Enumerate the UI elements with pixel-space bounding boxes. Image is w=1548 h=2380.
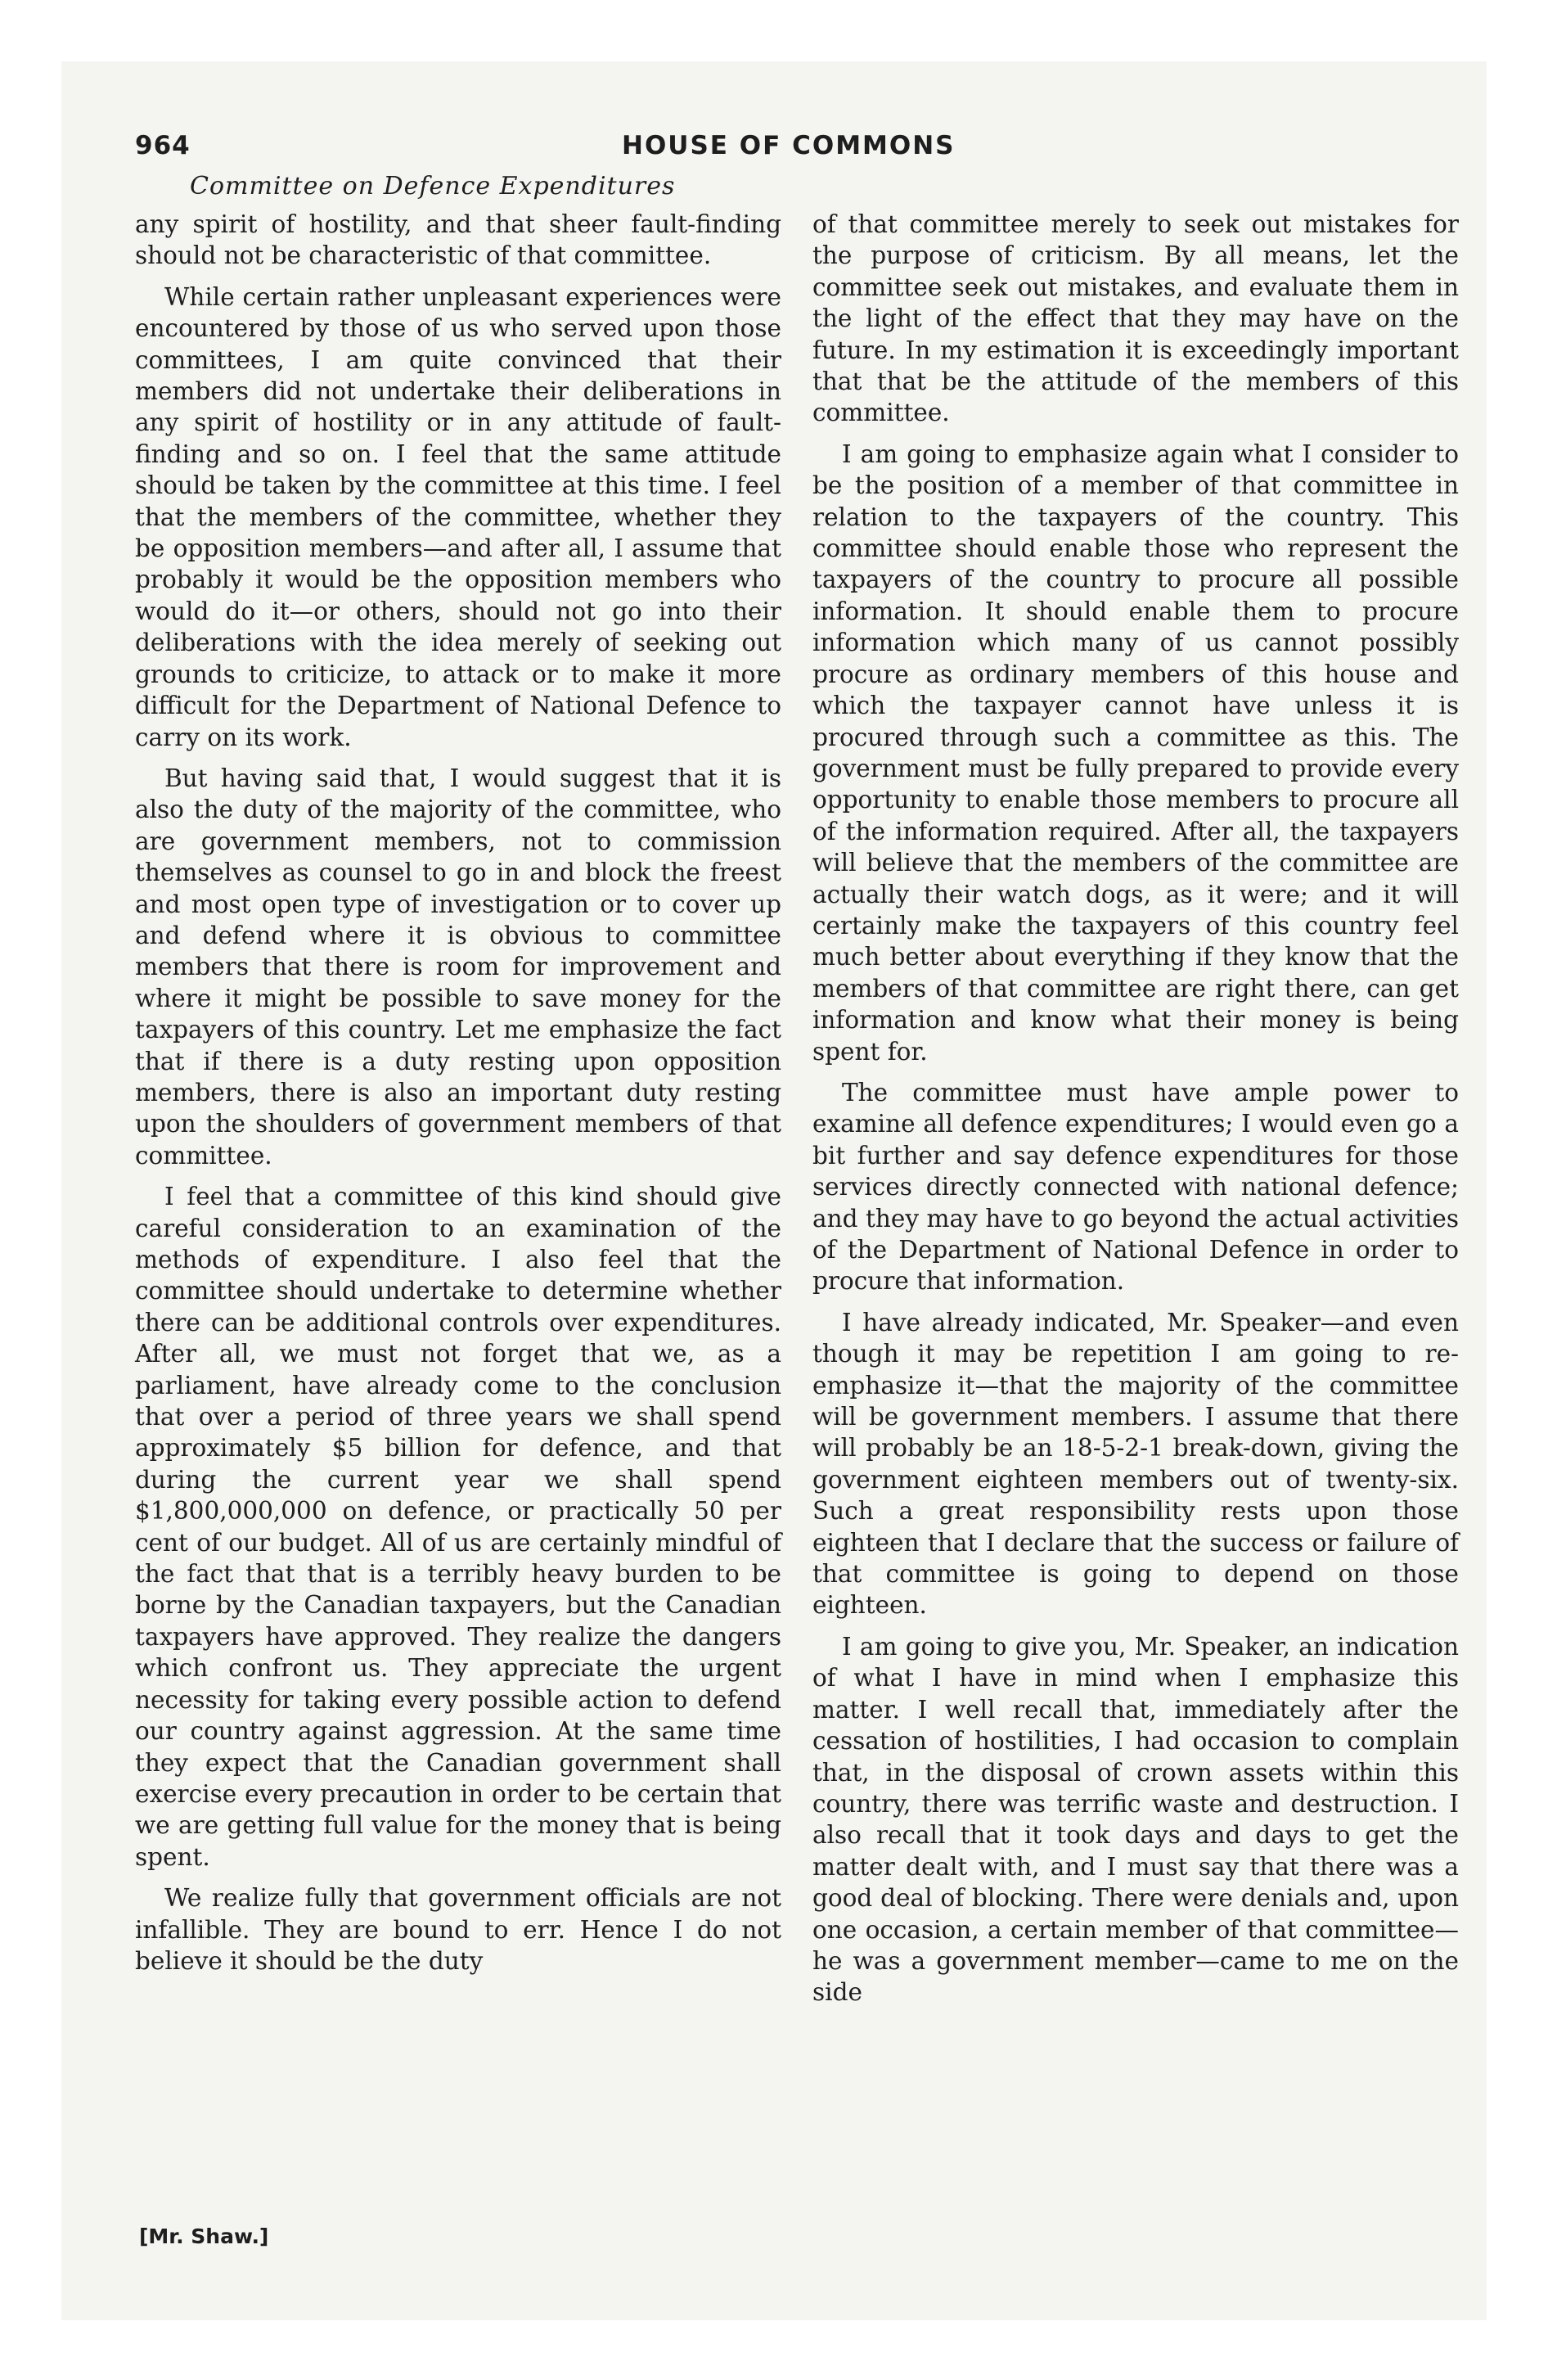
paragraph: But having said that, I would suggest that it is also the duty of the majority of the committee, who are government members, not to commission themselves as counsel to go in and block the freest and most open type of investigation or to cover up and defend where it is obvious to committee members that there is room for improvement and where it might be possible to save money for the taxpayers of this country. Let me emphasize the fact that if there is a duty resting upon opposition members, there is also an important duty resting upon the shoulders of government members of that committee. xyxy=(135,764,781,1170)
paragraph: The committee must have ample power to examine all defence expenditures; I would even go a bit further and say defence expenditures for those services directly connected with national defence; and they may have to go beyond the actual activities of the Department of National Defence in order to procure that information. xyxy=(812,1078,1459,1296)
left-column xyxy=(135,209,781,1986)
paragraph: any spirit of hostility, and that sheer fault-finding should not be characteristic of that committee. xyxy=(135,210,781,270)
page-header xyxy=(135,131,1444,172)
paragraph: I am going to emphasize again what I consider to be the position of a member of that committee in relation to the taxpayers of the country. This committee should enable those who represent the taxpayers of the country to procure all possible information. It should enable them to procure information which many of us cannot possibly procure as ordinary members of this house and which the taxpayer cannot have unless it is procured through such a committee as this. The government must be fully prepared to provide every opportunity to enable those members to procure all of the information required. After all, the taxpayers will believe that the members of the committee are actually their watch dogs, as it were; and it will certainly make the taxpayers of this country feel much better about everything if they know that the members of that committee are right there, can get information and know what their money is being spent for. xyxy=(812,439,1459,1066)
page-number: 964 xyxy=(135,131,191,160)
paragraph: of that committee merely to seek out mistakes for the purpose of criticism. By all means, let the committee seek out mistakes, and evaluate them in the light of the effect that they may have on the future. In my estimation it is exceedingly important that that be the attitude of the members of this committee. xyxy=(812,210,1459,427)
paragraph: I am going to give you, Mr. Speaker, an indication of what I have in mind when I emphasize this matter. I well recall that, immediately after the cessation of hostilities, I had occasion to complain that, in the disposal of crown assets within this country, there was terrific waste and destruction. I also recall that it took days and days to get the matter dealt with, and I must say that there was a good deal of blocking. There were denials and, upon one occasion, a certain member of that committee—he was a government member—came to me on the side xyxy=(812,1632,1459,2007)
paragraph: I feel that a committee of this kind should give careful consideration to an examination of the methods of expenditure. I also feel that the committee should undertake to determine whether there can be additional controls over expenditures. After all, we must not forget that we, as a parliament, have already come to the conclusion that over a period of three years we shall spend approximately $5 billion for defence, and that during the current year we shall spend $1,800,000,000 on defence, or practically 50 per cent of our budget. All of us are certainly mindful of the fact that that is a terribly heavy burden to be borne by the Canadian taxpayers, but the Canadian taxpayers have approved. They realize the dangers which confront us. They appreciate the urgent necessity for taking every possible action to defend our country against aggression. At the same time they expect that the Canadian government shall exercise every precaution in order to be certain that we are getting full value for the money that is being spent. xyxy=(135,1183,781,1871)
running-title: HOUSE OF COMMONS xyxy=(622,131,956,160)
paragraph: While certain rather unpleasant experiences were encountered by those of us who served upon those committees, I am quite convinced that their members did not undertake their deliberations in any spirit of hostility or in any attitude of fault-finding and so on. I feel that the same attitude should be taken by the committee at this time. I feel that the members of the committee, whether they be opposition members—and after all, I assume that probably it would be the opposition members who would do it—or others, should not go into their deliberations with the idea merely of seeking out grounds to criticize, to attack or to make it more difficult for the Department of National Defence to carry on its work. xyxy=(135,282,781,751)
right-column xyxy=(812,209,1459,2018)
section-title: Committee on Defence Expenditures xyxy=(190,172,676,201)
paragraph: We realize fully that government officials are not infallible. They are bound to err. Hence I do not believe it should be the duty xyxy=(135,1884,781,1975)
speaker-note: [Mr. Shaw.] xyxy=(139,2224,269,2248)
paragraph: I have already indicated, Mr. Speaker—and even though it may be repetition I am going to re-emphasize it—that the majority of the committee will be government members. I assume that there will probably be an 18-5-2-1 break-down, giving the government eighteen members out of twenty-six. Such a great responsibility rests upon those eighteen that I declare that the success or failure of that committee is going to depend on those eighteen. xyxy=(812,1308,1459,1620)
